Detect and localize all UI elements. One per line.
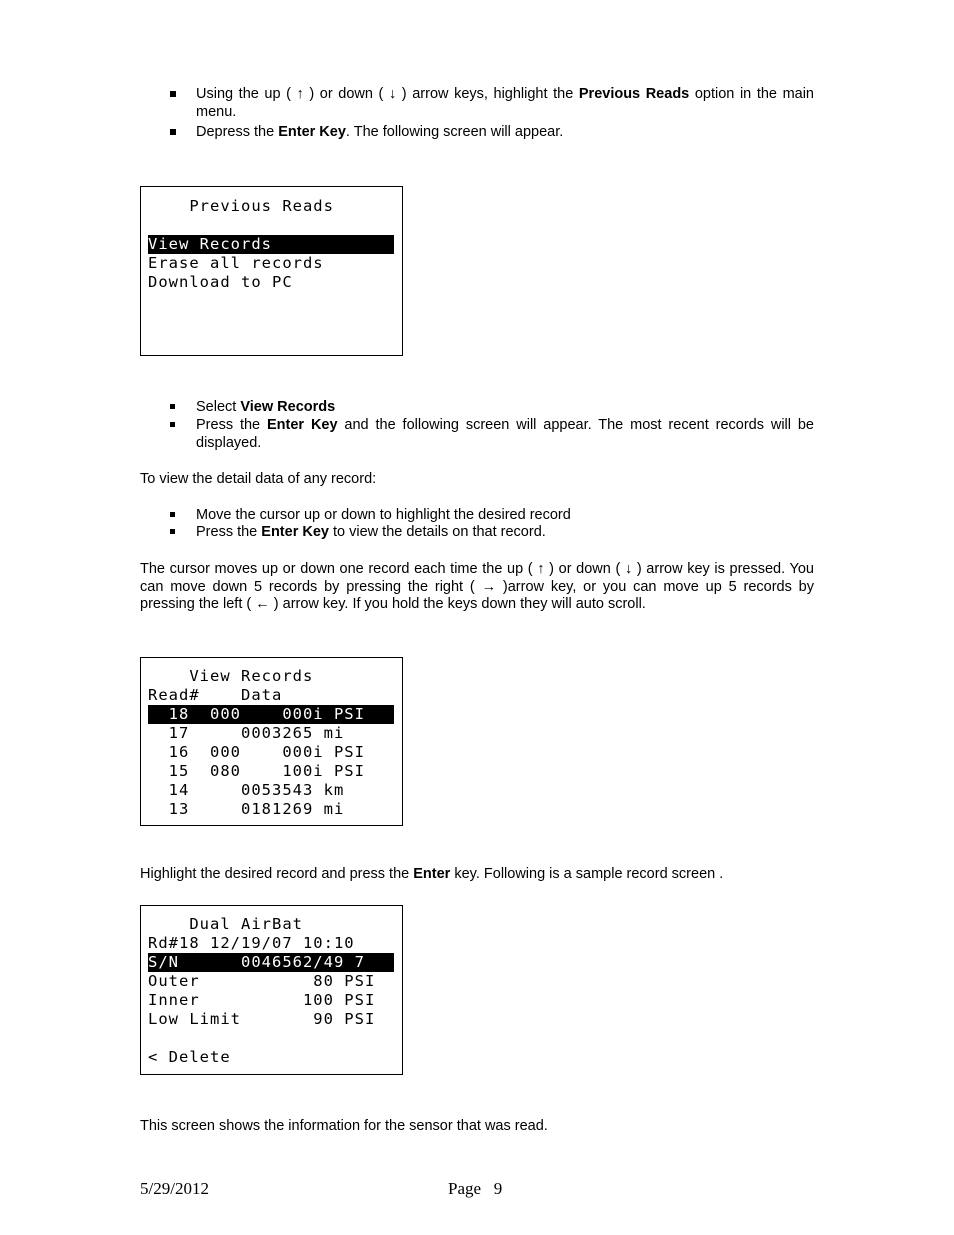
- bullet-text: Move the cursor up or down to highlight the desired record: [196, 507, 571, 523]
- bullet-icon: [170, 91, 176, 97]
- bullet-text: and the following screen will appear. The most recent records will be displayed.: [196, 417, 814, 451]
- paragraph-cursor: The cursor moves up or down one record each time the up ( ↑ ) or down ( ↓ ) arrow key is pressed. You can move down 5 records by pressing the right ( → )arrow key, or you can move up 5 records by pressing the left ( ← ) arrow key. If you hold the keys down they will auto scroll.: [140, 561, 814, 612]
- bullet-text: option in the main menu.: [196, 86, 814, 120]
- bullet-bold: Enter Key: [278, 124, 346, 140]
- lcd-menu-item-erase-all[interactable]: Erase all records: [148, 254, 324, 272]
- lcd-record-line: [148, 1029, 394, 1048]
- lcd-record-row[interactable]: 16 000 000i PSI: [148, 743, 365, 761]
- paragraph-text: Highlight the desired record and press the: [140, 866, 414, 882]
- footer-date: 5/29/2012: [140, 1179, 209, 1198]
- lcd-record-row[interactable]: 14 0053543 km: [148, 781, 345, 799]
- bullet-text: Using the up ( ↑ ) or down ( ↓ ) arrow keys, highlight the: [196, 86, 579, 102]
- paragraph-bold: Enter: [413, 866, 451, 882]
- bullet-bold: Enter Key: [267, 417, 338, 433]
- bullet-icon: [170, 129, 176, 135]
- lcd-title: Previous Reads: [148, 197, 334, 215]
- bullet-item: [140, 399, 814, 417]
- bullet-item: [140, 524, 814, 542]
- bullet-icon: [170, 529, 175, 534]
- bullet-item: [140, 86, 814, 121]
- bullet-item: [140, 507, 814, 525]
- lcd-screen-record-detail: [140, 905, 403, 1075]
- paragraph-highlight: [140, 866, 814, 884]
- lcd-record-line: Inner 100 PSI: [148, 991, 376, 1009]
- lcd-record-line: Outer 80 PSI: [148, 972, 376, 990]
- footer-page-number: Page 9: [448, 1179, 503, 1198]
- bullet-text: to view the details on that record.: [328, 524, 546, 540]
- lcd-record-line: Low Limit 90 PSI: [148, 1010, 376, 1028]
- bullet-bold: View Records: [240, 399, 336, 415]
- bullet-item: [140, 124, 814, 142]
- lcd-title: Dual AirBat: [148, 915, 303, 933]
- lcd-record-row[interactable]: 13 0181269 mi: [148, 800, 345, 818]
- lcd-record-row[interactable]: 15 080 100i PSI: [148, 762, 365, 780]
- paragraph-detail: To view the detail data of any record:: [140, 471, 377, 487]
- lcd-title: View Records: [148, 667, 314, 685]
- bullet-text: Select: [196, 399, 241, 415]
- bullet-bold: Previous Reads: [578, 86, 690, 102]
- lcd-record-row[interactable]: 17 0003265 mi: [148, 724, 345, 742]
- lcd-header: Read# Data: [148, 686, 283, 704]
- bullet-text: . The following screen will appear.: [345, 124, 564, 140]
- bullet-text: Press the: [196, 524, 262, 540]
- lcd-menu-item-view-records[interactable]: View Records: [148, 235, 394, 254]
- lcd-menu-item-download[interactable]: Download to PC: [148, 273, 293, 291]
- bullet-text: Press the: [196, 417, 267, 433]
- bullet-icon: [170, 404, 175, 409]
- bullet-text: Depress the: [196, 124, 279, 140]
- bullet-bold: Enter Key: [261, 524, 329, 540]
- lcd-record-row[interactable]: 18 000 000i PSI: [148, 705, 394, 724]
- bullet-item: [140, 417, 814, 452]
- lcd-screen-view-records: [140, 657, 403, 826]
- lcd-delete-option[interactable]: < Delete: [148, 1048, 231, 1066]
- paragraph-text: key. Following is a sample record screen .: [450, 866, 724, 882]
- bullet-icon: [170, 512, 175, 517]
- lcd-record-line: Rd#18 12/19/07 10:10: [148, 934, 355, 952]
- bullet-icon: [170, 422, 175, 427]
- lcd-screen-previous-reads: [140, 186, 403, 356]
- paragraph-final: This screen shows the information for the sensor that was read.: [140, 1118, 548, 1134]
- lcd-record-line-serial[interactable]: S/N 0046562/49 7: [148, 953, 394, 972]
